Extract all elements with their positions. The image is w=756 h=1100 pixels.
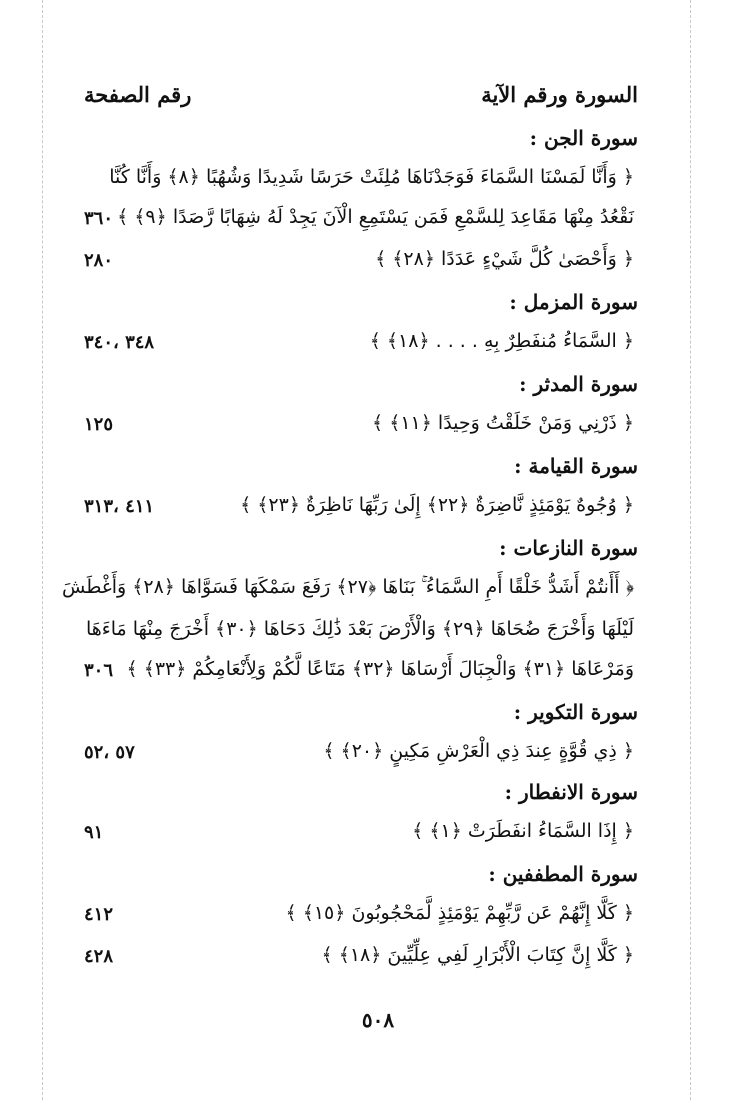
page-ref: ٤٢٨ [84,946,114,967]
sura-heading-muzzammil: سورة المزمل : [509,290,638,314]
page-number: ٥٠٨ [361,1008,395,1032]
sura-heading-muddaththir: سورة المدثر : [519,372,638,396]
header-surah-verse: السورة ورقم الآية [481,82,638,107]
verse-line: ﴿ وُجُوهٌ يَوْمَئِذٍ نَّاضِرَةٌ ﴿٢٢﴾ إِلَىٰ رَبِّهَا نَاظِرَةٌ ﴿٢٣﴾ ﴾ [240,494,634,516]
page-ref: ٢٨٠ [84,250,114,271]
page-ref: ٥٢، ٥٧ [84,742,135,763]
verse-line: ﴿ ذَرْنِي وَمَنْ خَلَقْتُ وَحِيدًا ﴿١١﴾ ﴾ [372,412,634,434]
verse-line: ﴿ كَلَّا إِنَّ كِتَابَ الْأَبْرَارِ لَفِي عِلِّيِّينَ ﴿١٨﴾ ﴾ [321,944,634,966]
page-ref: ٩١ [84,822,104,843]
verse-line: ﴿ السَّمَاءُ مُنفَطِرٌ بِهِ . . . . ﴿١٨﴾ ﴾ [369,330,634,352]
verse-line: ﴿ أَأَنتُمْ أَشَدُّ خَلْقًا أَمِ السَّمَاءُ ۚ بَنَاهَا ﴿٢٧﴾ رَفَعَ سَمْكَهَا فَسَوَّاهَا ﴿٢٨﴾ وَأَغْطَشَ [62,576,634,598]
page-ref: ٣٦٠ [84,208,114,229]
page-ref: ٣٤٠، ٣٤٨ [84,332,155,353]
verse-line: نَقْعُدُ مِنْهَا مَقَاعِدَ لِلسَّمْعِ فَمَن يَسْتَمِعِ الْآنَ يَجِدْ لَهُ شِهَابًا رَّصَدًا ﴿٩﴾ ﴾ [117,206,634,228]
verse-line: ﴿ وَأَنَّا لَمَسْنَا السَّمَاءَ فَوَجَدْنَاهَا مُلِئَتْ حَرَسًا شَدِيدًا وَشُهُبًا ﴿٨﴾ وَأَنَّا كُنَّا [109,166,634,188]
sura-heading-mutaffifin: سورة المطففين : [488,862,638,886]
verse-line: ﴿ ذِي قُوَّةٍ عِندَ ذِي الْعَرْشِ مَكِينٍ ﴿٢٠﴾ ﴾ [323,740,634,762]
verse-line: ﴿ كَلَّا إِنَّهُمْ عَن رَّبِّهِمْ يَوْمَئِذٍ لَّمَحْجُوبُونَ ﴿١٥﴾ ﴾ [285,902,634,924]
verse-line: ﴿ وَأَحْصَىٰ كُلَّ شَيْءٍ عَدَدًا ﴿٢٨﴾ ﴾ [375,248,634,270]
verse-line: وَمَرْعَاهَا ﴿٣١﴾ وَالْجِبَالَ أَرْسَاهَا ﴿٣٢﴾ مَتَاعًا لَّكُمْ وَلِأَنْعَامِكُمْ ﴿٣٣﴾ ﴾ [126,658,634,680]
sura-heading-infitar: سورة الانفطار : [504,780,638,804]
page-ref: ٣١٣، ٤١١ [84,496,155,517]
sura-heading-jinn: سورة الجن : [529,126,638,150]
page-ref: ٤١٢ [84,904,114,925]
sura-heading-qiyamah: سورة القيامة : [514,454,638,478]
sura-heading-takwir: سورة التكوير : [513,700,638,724]
header-page-number: رقم الصفحة [84,82,192,107]
sura-heading-naziat: سورة النازعات : [499,536,638,560]
page-ref: ١٢٥ [84,414,114,435]
verse-line: لَيْلَهَا وَأَخْرَجَ ضُحَاهَا ﴿٢٩﴾ وَالْأَرْضَ بَعْدَ ذَٰلِكَ دَحَاهَا ﴿٣٠﴾ أَخْرَجَ مِنْهَا مَاءَهَا [85,618,634,640]
page-ref: ٣٠٦ [84,660,114,681]
verse-line: ﴿ إِذَا السَّمَاءُ انفَطَرَتْ ﴿١﴾ ﴾ [412,820,634,842]
